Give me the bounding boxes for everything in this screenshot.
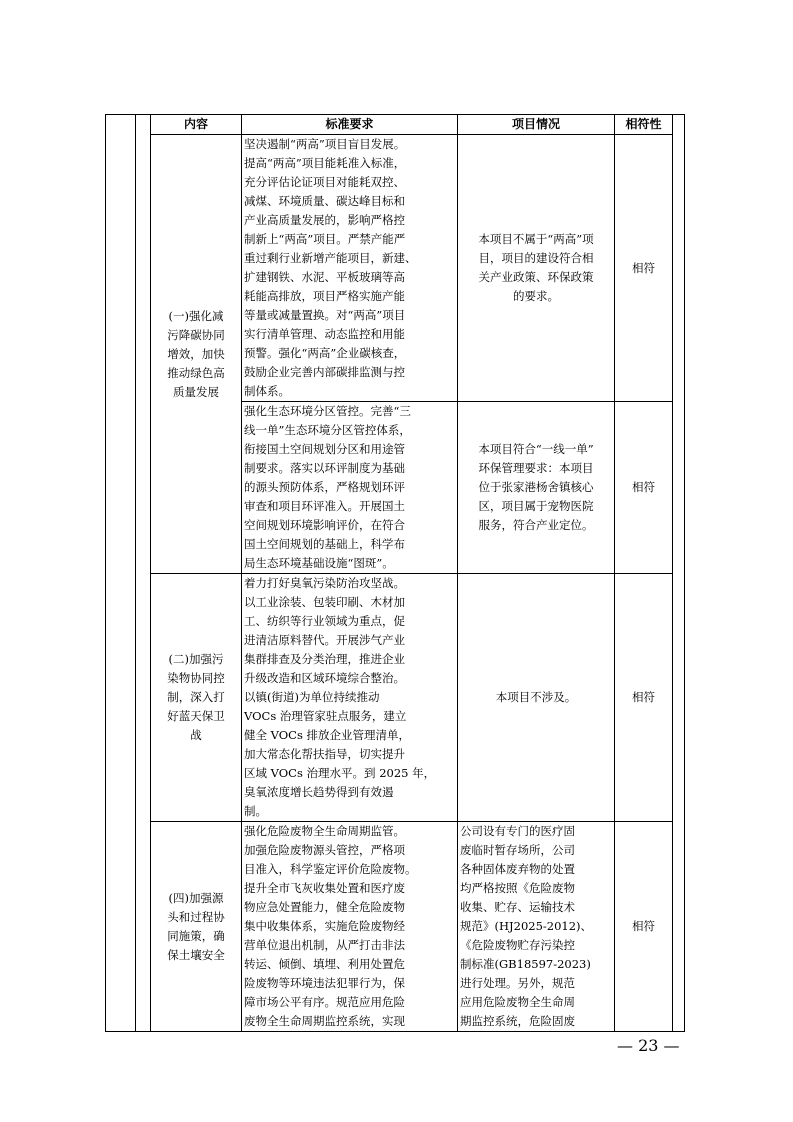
page-number: — 23 — [617, 1036, 680, 1055]
header-content: 内容 [151, 115, 242, 135]
header-requirement: 标准要求 [242, 115, 458, 135]
table-row [151, 574, 673, 822]
table-row [151, 822, 673, 1032]
conformity-cell: 相符 [615, 135, 673, 402]
table-header-row [151, 115, 673, 135]
header-project: 项目情况 [458, 115, 615, 135]
header-conformity: 相符性 [615, 115, 673, 135]
content-cell: (四)加强源 头和过程协 同施策，确 保土壤安全 [151, 822, 242, 1032]
requirement-cell: 着力打好臭氧污染防治攻坚战。 以工业涂装、包装印刷、木材加 工、纺织等行业领域为重点，促 进清洁原料替代。开展涉气产业 集群排查及分类治理，推进企业 升级改造和区域环境综合整治。 以镇(街道)为单位持续推动 VOCs 治理管家驻点服务，建立 健全 VOCs 排放企业管理清单， 加大常态化帮扶指导，切实提升 区域 VOCs 治理水平。到 2025 年， 臭氧浓度增长趋势得到有效遏 制。 [242, 574, 458, 822]
requirement-cell: 坚决遏制“两高”项目盲目发展。 提高“两高”项目能耗准入标准， 充分评估论证项目对能耗双控、 减煤、环境质量、碳达峰目标和 产业高质量发展的，影响严格控 制新上“两高”项目。严禁产能严 重过剩行业新增产能项目，新建、 扩建钢铁、水泥、平板玻璃等高 耗能高排放，项目严格实施产能 等量或减量置换。对“两高”项目 实行清单管理、动态监控和用能 预警。强化“两高”企业碳核查， 鼓励企业完善内部碳排监测与控 制体系。 [242, 135, 458, 402]
left-margin-column [135, 114, 136, 1032]
requirement-cell: 强化生态环境分区管控。完善“三 线一单”生态环境分区管控体系， 衔接国土空间规划分区和用途管 制要求。落实以环评制度为基础 的源头预防体系，严格规划环评 审查和项目环评准入。开展国土 空间规划环境影响评价，在符合 国土空间规划的基础上，科学布 局生态环境基础设施“图斑”。 [242, 402, 458, 574]
project-cell: 公司设有专门的医疗固 废临时暂存场所，公司 各种固体废弃物的处置 均严格按照《危险废物 收集、贮存、运输技术 规范》(HJ2025-2012)、 《危险废物贮存污染控 制标准(GB18597-2023) 进行处理。另外，规范 应用危险废物全生命周 期监控系统，危险固废 [458, 822, 615, 1032]
project-cell: 本项目不涉及。 [458, 574, 615, 822]
conformity-cell: 相符 [615, 822, 673, 1032]
project-cell: 本项目符合“一线一单” 环保管理要求：本项目 位于张家港杨舍镇核心 区，项目属于宠物医院 服务，符合产业定位。 [458, 402, 615, 574]
project-cell: 本项目不属于“两高”项 目，项目的建设符合相 关产业政策、环保政策 的要求。 [458, 135, 615, 402]
requirement-cell: 强化危险废物全生命周期监管。 加强危险废物源头管控，严格项 目准入，科学鉴定评价危险废物。 提升全市飞灰收集处置和医疗废 物应急处置能力，健全危险废物 集中收集体系，实施危险废物经 营单位退出机制，从严打击非法 转运、倾倒、填埋、利用处置危 险废物等环境违法犯罪行为，保 障市场公平有序。规范应用危险 废物全生命周期监控系统，实现 [242, 822, 458, 1032]
conformity-cell: 相符 [615, 402, 673, 574]
standards-compliance-table [150, 114, 673, 1032]
conformity-cell: 相符 [615, 574, 673, 822]
content-cell: (一)强化减 污降碳协同 增效，加快 推动绿色高 质量发展 [151, 135, 242, 574]
table-row [151, 135, 673, 402]
content-cell: (二)加强污 染物协同控 制，深入打 好蓝天保卫 战 [151, 574, 242, 822]
